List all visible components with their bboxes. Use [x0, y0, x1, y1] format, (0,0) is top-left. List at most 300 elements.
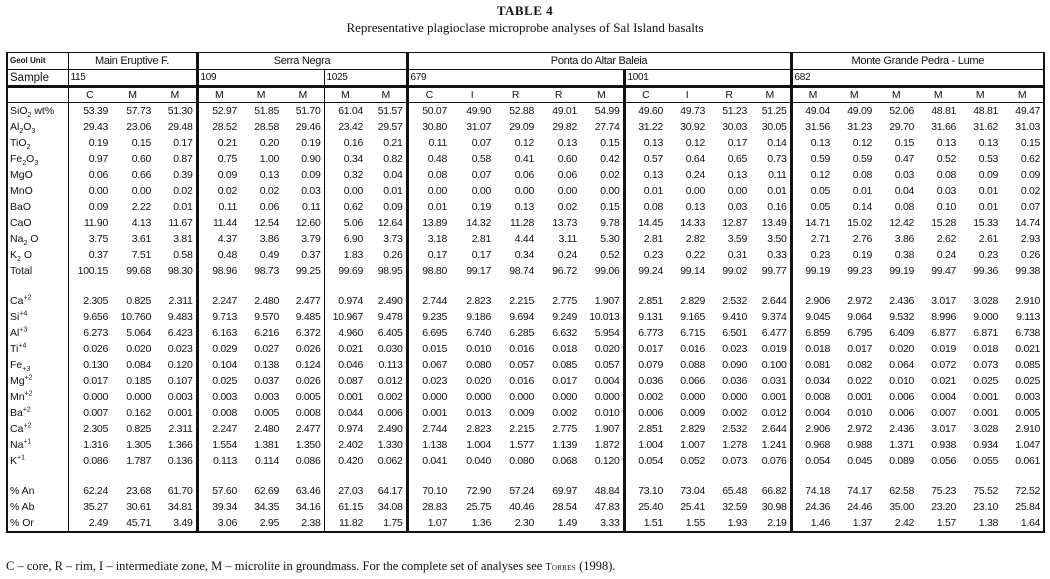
value-cell: 34.81 [167, 501, 193, 513]
row-label [7, 421, 68, 437]
value-cell: 48.81 [931, 105, 957, 117]
value-cell: 2.851 [624, 293, 666, 309]
value-cell: 0.015 [407, 341, 450, 357]
value-cell: 0.021 [931, 375, 957, 387]
position-code: C [624, 87, 666, 103]
value-cell: 9.410 [722, 311, 748, 323]
sample-label: Sample [7, 70, 68, 87]
spacer-cell [282, 279, 324, 293]
value-cell: 3.06 [197, 515, 240, 532]
value-cell: 28.83 [407, 499, 450, 515]
value-cell: 5.064 [126, 327, 151, 339]
value-cell: 0.17 [471, 249, 492, 261]
table-row [7, 389, 1044, 405]
value-cell: 9.186 [466, 311, 492, 323]
value-cell: 0.080 [466, 359, 492, 371]
value-cell: 11.67 [168, 217, 193, 229]
value-cell: 2.744 [407, 293, 450, 309]
value-cell: 75.52 [973, 485, 999, 497]
value-cell: 31.62 [973, 121, 999, 133]
value-cell: 9.113 [1001, 309, 1044, 325]
row-label-text: MgO [10, 169, 33, 181]
value-cell: 0.130 [83, 359, 108, 371]
value-cell: 9.374 [761, 311, 787, 323]
value-cell: 1.907 [594, 295, 620, 307]
value-cell: 99.19 [889, 265, 915, 277]
spacer-cell [68, 279, 111, 293]
position-code: M [282, 87, 324, 103]
value-cell: 0.001 [324, 389, 366, 405]
value-cell: 0.11 [768, 169, 787, 181]
value-cell: 2.910 [1001, 293, 1044, 309]
value-cell: 0.73 [767, 153, 787, 165]
sample-id: 682 [791, 70, 1044, 87]
value-cell: 0.012 [377, 375, 403, 387]
value-cell: 24.46 [847, 501, 873, 513]
value-cell: 0.027 [254, 343, 279, 355]
value-cell: 0.13 [727, 169, 748, 181]
value-cell: 0.009 [509, 407, 535, 419]
value-cell: 74.17 [847, 485, 873, 497]
value-cell: 0.000 [83, 391, 108, 403]
value-cell: 14.33 [680, 217, 706, 229]
value-cell: 1.305 [126, 439, 151, 451]
value-cell: 0.01 [407, 199, 450, 215]
value-cell: 6.372 [295, 327, 321, 339]
value-cell: 0.06 [514, 169, 535, 181]
value-cell: 57.60 [197, 483, 240, 499]
value-cell: 11.44 [197, 215, 240, 231]
value-cell: 0.23 [978, 249, 999, 261]
value-cell: 98.96 [197, 263, 240, 279]
spacer-cell [197, 279, 240, 293]
row-label [7, 357, 68, 373]
value-cell: 0.34 [324, 151, 366, 167]
value-cell: 0.030 [377, 343, 403, 355]
value-cell: 2.215 [509, 295, 535, 307]
value-cell: 0.076 [761, 455, 787, 467]
value-cell: 29.46 [295, 121, 321, 133]
value-cell: 9.485 [295, 311, 321, 323]
value-cell: 8.996 [931, 311, 957, 323]
position-code: M [917, 87, 959, 103]
value-cell: 0.938 [931, 439, 957, 451]
footnote-author: Torres [545, 562, 576, 573]
position-code: M [366, 87, 407, 103]
value-cell: 99.69 [324, 263, 366, 279]
value-cell: 0.006 [889, 407, 915, 419]
value-cell: 2.644 [761, 295, 787, 307]
value-cell: 98.30 [167, 265, 193, 277]
value-cell: 0.034 [791, 373, 833, 389]
table-row [7, 151, 1044, 167]
row-label-superscript: +1 [17, 454, 25, 462]
value-cell: 0.58 [173, 249, 193, 261]
value-cell: 0.001 [761, 391, 787, 403]
value-cell: 99.38 [1001, 263, 1044, 279]
value-cell: 1.381 [254, 439, 279, 451]
value-cell: 2.910 [1001, 421, 1044, 437]
value-cell: 96.72 [552, 265, 578, 277]
position-code: M [875, 87, 917, 103]
value-cell: 0.934 [973, 439, 999, 451]
value-cell: 2.95 [240, 515, 282, 532]
value-cell: 0.13 [624, 135, 666, 151]
value-cell: 74.18 [791, 483, 833, 499]
value-cell: 62.69 [254, 485, 279, 497]
spacer-cell [580, 469, 624, 483]
value-cell: 1.241 [761, 439, 787, 451]
table-row [7, 119, 1044, 135]
value-cell: 0.08 [624, 199, 666, 215]
table-row [7, 215, 1044, 231]
spacer-cell [494, 469, 537, 483]
value-cell: 2.480 [254, 423, 279, 435]
value-cell: 1.350 [295, 439, 321, 451]
value-cell: 0.59 [852, 153, 873, 165]
value-cell: 72.90 [466, 485, 492, 497]
value-cell: 0.057 [594, 359, 620, 371]
value-cell: 2.823 [466, 295, 492, 307]
value-cell: 0.090 [722, 359, 748, 371]
value-cell: 0.08 [852, 169, 873, 181]
value-cell: 6.632 [552, 327, 578, 339]
value-cell: 0.20 [259, 137, 279, 149]
value-cell: 0.017 [624, 341, 666, 357]
table-row [7, 103, 1044, 120]
value-cell: 0.13 [978, 137, 999, 149]
value-cell: 0.068 [552, 455, 578, 467]
row-label-subscript-2: 3 [31, 128, 36, 136]
value-cell: 49.04 [791, 103, 833, 120]
value-cell: 1.278 [722, 439, 748, 451]
row-label [7, 405, 68, 421]
value-cell: 0.185 [126, 375, 151, 387]
row-label-text: Ba [10, 407, 23, 419]
spacer-cell [450, 279, 494, 293]
value-cell: 66.82 [761, 485, 787, 497]
value-cell: 6.695 [407, 325, 450, 341]
row-label [7, 453, 68, 469]
value-cell: 0.16 [324, 135, 366, 151]
value-cell: 31.23 [847, 121, 873, 133]
value-cell: 0.073 [973, 359, 999, 371]
row-label-text: Si [10, 311, 20, 323]
value-cell: 9.478 [377, 311, 403, 323]
value-cell: 0.34 [514, 249, 535, 261]
value-cell: 48.84 [594, 485, 620, 497]
value-cell: 0.00 [557, 185, 578, 197]
row-label-subscript: 2 [27, 112, 32, 120]
value-cell: 0.06 [88, 169, 108, 181]
value-cell: 35.00 [889, 501, 915, 513]
value-cell: 52.06 [889, 105, 915, 117]
value-cell: 0.04 [383, 169, 403, 181]
value-cell: 45.71 [111, 515, 154, 532]
value-cell: 0.054 [791, 453, 833, 469]
value-cell: 0.52 [600, 249, 620, 261]
value-cell: 99.77 [761, 265, 787, 277]
value-cell: 0.08 [407, 167, 450, 183]
value-cell: 0.009 [680, 407, 706, 419]
value-cell: 0.15 [600, 201, 620, 213]
table-row [7, 231, 1044, 247]
row-label [7, 499, 68, 515]
value-cell: 2.311 [168, 423, 193, 435]
value-cell: 6.740 [466, 327, 492, 339]
value-cell: 73.04 [680, 485, 706, 497]
value-cell: 2.480 [254, 295, 279, 307]
value-cell: 1.00 [259, 153, 279, 165]
value-cell: 99.17 [466, 265, 492, 277]
row-label-superscript: +1 [23, 438, 32, 446]
value-cell: 49.73 [680, 105, 706, 117]
value-cell: 12.87 [722, 217, 748, 229]
value-cell: 27.74 [594, 121, 620, 133]
spacer-cell [750, 469, 791, 483]
value-cell: 49.47 [1001, 103, 1044, 120]
value-cell: 0.005 [1001, 405, 1044, 421]
value-cell: 28.52 [197, 119, 240, 135]
row-label [7, 373, 68, 389]
value-cell: 28.58 [254, 121, 279, 133]
spacer-cell [1001, 469, 1044, 483]
table-row [7, 135, 1044, 151]
spacer-row [7, 279, 1044, 293]
value-cell: 0.002 [722, 407, 748, 419]
value-cell: 2.42 [875, 515, 917, 532]
value-cell: 0.004 [791, 405, 833, 421]
sample-id: 109 [197, 70, 324, 87]
value-cell: 2.823 [466, 423, 492, 435]
value-cell: 1.57 [917, 515, 959, 532]
value-cell: 3.11 [558, 233, 578, 245]
value-cell: 0.120 [167, 359, 193, 371]
value-cell: 13.49 [761, 217, 787, 229]
value-cell: 0.002 [624, 389, 666, 405]
value-cell: 0.31 [727, 249, 748, 261]
value-cell: 0.007 [83, 407, 108, 419]
value-cell: 52.97 [197, 103, 240, 120]
spacer-cell [111, 469, 154, 483]
value-cell: 14.74 [1001, 215, 1044, 231]
value-cell: 0.00 [471, 185, 492, 197]
value-cell: 0.19 [301, 137, 321, 149]
value-cell: 6.90 [324, 231, 366, 247]
value-cell: 0.046 [324, 357, 366, 373]
value-cell: 99.14 [680, 265, 706, 277]
value-cell: 0.974 [324, 421, 366, 437]
spacer-label [7, 279, 68, 293]
row-label [7, 135, 68, 151]
value-cell: 0.41 [514, 153, 535, 165]
value-cell: 50.07 [407, 103, 450, 120]
row-label-text: Ca [10, 295, 24, 307]
value-cell: 6.273 [83, 327, 108, 339]
row-label-superscript: +4 [19, 310, 28, 318]
position-row [7, 87, 1044, 103]
row-label [7, 103, 68, 120]
value-cell: 31.56 [791, 119, 833, 135]
value-cell: 0.07 [471, 137, 492, 149]
value-cell: 0.66 [131, 169, 151, 181]
position-code: M [111, 87, 154, 103]
sample-id: 1001 [624, 70, 791, 87]
value-cell: 0.084 [126, 359, 151, 371]
value-cell: 0.044 [324, 405, 366, 421]
value-cell: 0.42 [600, 153, 620, 165]
value-cell: 0.02 [197, 183, 240, 199]
value-cell: 2.305 [83, 423, 108, 435]
table-footnote [6, 559, 616, 574]
value-cell: 99.25 [295, 265, 321, 277]
value-cell: 49.01 [552, 105, 578, 117]
value-cell: 3.75 [88, 233, 108, 245]
value-cell: 2.82 [685, 233, 706, 245]
value-cell: 2.490 [377, 295, 403, 307]
value-cell: 0.13 [685, 201, 706, 213]
row-label-text: MnO [10, 185, 33, 197]
value-cell: 29.57 [377, 121, 403, 133]
value-cell: 4.44 [514, 233, 535, 245]
value-cell: 49.60 [624, 103, 666, 120]
value-cell: 99.36 [973, 265, 999, 277]
row-label-text: Mg [10, 375, 25, 387]
value-cell: 99.23 [847, 265, 873, 277]
value-cell: 2.402 [324, 437, 366, 453]
value-cell: 1.55 [666, 515, 708, 532]
value-cell: 0.072 [931, 359, 957, 371]
row-label-text: Mn [10, 391, 25, 403]
value-cell: 0.75 [197, 151, 240, 167]
row-label [7, 483, 68, 499]
value-cell: 2.477 [295, 423, 321, 435]
position-code: I [450, 87, 494, 103]
spacer-cell [1001, 279, 1044, 293]
value-cell: 0.02 [600, 169, 620, 181]
value-cell: 6.738 [1001, 325, 1044, 341]
row-label-text: % An [10, 485, 35, 497]
value-cell: 51.57 [377, 105, 403, 117]
row-label [7, 389, 68, 405]
spacer-cell [324, 279, 366, 293]
value-cell: 0.057 [509, 359, 535, 371]
value-cell: 3.59 [727, 233, 748, 245]
sample-id: 115 [68, 70, 197, 87]
spacer-cell [154, 469, 197, 483]
value-cell: 0.15 [131, 137, 151, 149]
value-cell: 3.18 [407, 231, 450, 247]
value-cell: 3.49 [154, 515, 197, 532]
value-cell: 23.20 [931, 501, 957, 513]
row-label-text: Ca [10, 423, 24, 435]
geol-unit-label: Geol Unit [7, 53, 68, 70]
value-cell: 0.97 [88, 153, 108, 165]
value-cell: 0.037 [254, 375, 279, 387]
value-cell: 0.48 [197, 247, 240, 263]
value-cell: 3.50 [767, 233, 787, 245]
value-cell: 1.004 [466, 439, 492, 451]
value-cell: 3.33 [580, 515, 624, 532]
row-label-superscript: +2 [23, 422, 32, 430]
value-cell: 2.247 [197, 293, 240, 309]
value-cell: 53.39 [83, 105, 108, 117]
spacer-cell [324, 469, 366, 483]
value-cell: 0.01 [624, 183, 666, 199]
value-cell: 30.03 [722, 121, 748, 133]
value-cell: 57.73 [126, 105, 151, 117]
value-cell: 0.01 [852, 185, 873, 197]
row-label-unit: wt% [31, 105, 55, 117]
row-label-superscript: +2 [24, 390, 33, 398]
table-row [7, 453, 1044, 469]
row-label [7, 309, 68, 325]
position-code: M [580, 87, 624, 103]
value-cell: 1.07 [407, 515, 450, 532]
value-cell: 100.15 [77, 265, 108, 277]
value-cell: 0.080 [509, 455, 535, 467]
value-cell: 0.005 [254, 407, 279, 419]
value-cell: 1.907 [594, 423, 620, 435]
value-cell: 3.61 [131, 233, 151, 245]
spacer-cell [494, 279, 537, 293]
value-cell: 3.017 [931, 295, 957, 307]
value-cell: 1.83 [324, 247, 366, 263]
row-label-superscript: +4 [18, 342, 27, 350]
value-cell: 0.087 [324, 373, 366, 389]
value-cell: 31.66 [931, 121, 957, 133]
value-cell: 3.028 [973, 295, 999, 307]
spacer-cell [708, 469, 750, 483]
value-cell: 31.03 [1001, 119, 1044, 135]
value-cell: 0.17 [407, 247, 450, 263]
value-cell: 0.002 [552, 407, 578, 419]
value-cell: 99.19 [791, 263, 833, 279]
value-cell: 0.000 [509, 391, 535, 403]
value-cell: 0.37 [88, 249, 108, 261]
value-cell: 0.020 [126, 343, 151, 355]
position-code: I [666, 87, 708, 103]
value-cell: 0.010 [889, 375, 915, 387]
value-cell: 2.61 [978, 233, 999, 245]
position-code: R [537, 87, 580, 103]
value-cell: 0.62 [324, 199, 366, 215]
value-cell: 5.954 [594, 327, 620, 339]
value-cell: 25.41 [680, 501, 706, 513]
value-cell: 0.09 [88, 201, 108, 213]
value-cell: 63.46 [295, 485, 321, 497]
value-cell: 30.92 [680, 121, 706, 133]
spacer-cell [537, 469, 580, 483]
value-cell: 0.082 [847, 359, 873, 371]
value-cell: 0.008 [197, 405, 240, 421]
row-label [7, 151, 68, 167]
value-cell: 75.23 [931, 485, 957, 497]
value-cell: 14.71 [791, 215, 833, 231]
value-cell: 9.570 [254, 311, 279, 323]
table-row [7, 263, 1044, 279]
value-cell: 0.001 [167, 407, 193, 419]
spacer-label [7, 469, 68, 483]
table-row [7, 499, 1044, 515]
value-cell: 0.000 [126, 391, 151, 403]
value-cell: 61.04 [324, 103, 366, 120]
spacer-cell [366, 279, 407, 293]
value-cell: 0.001 [973, 407, 999, 419]
value-cell: 7.51 [131, 249, 151, 261]
value-cell: 2.532 [722, 423, 748, 435]
value-cell: 0.12 [852, 137, 873, 149]
